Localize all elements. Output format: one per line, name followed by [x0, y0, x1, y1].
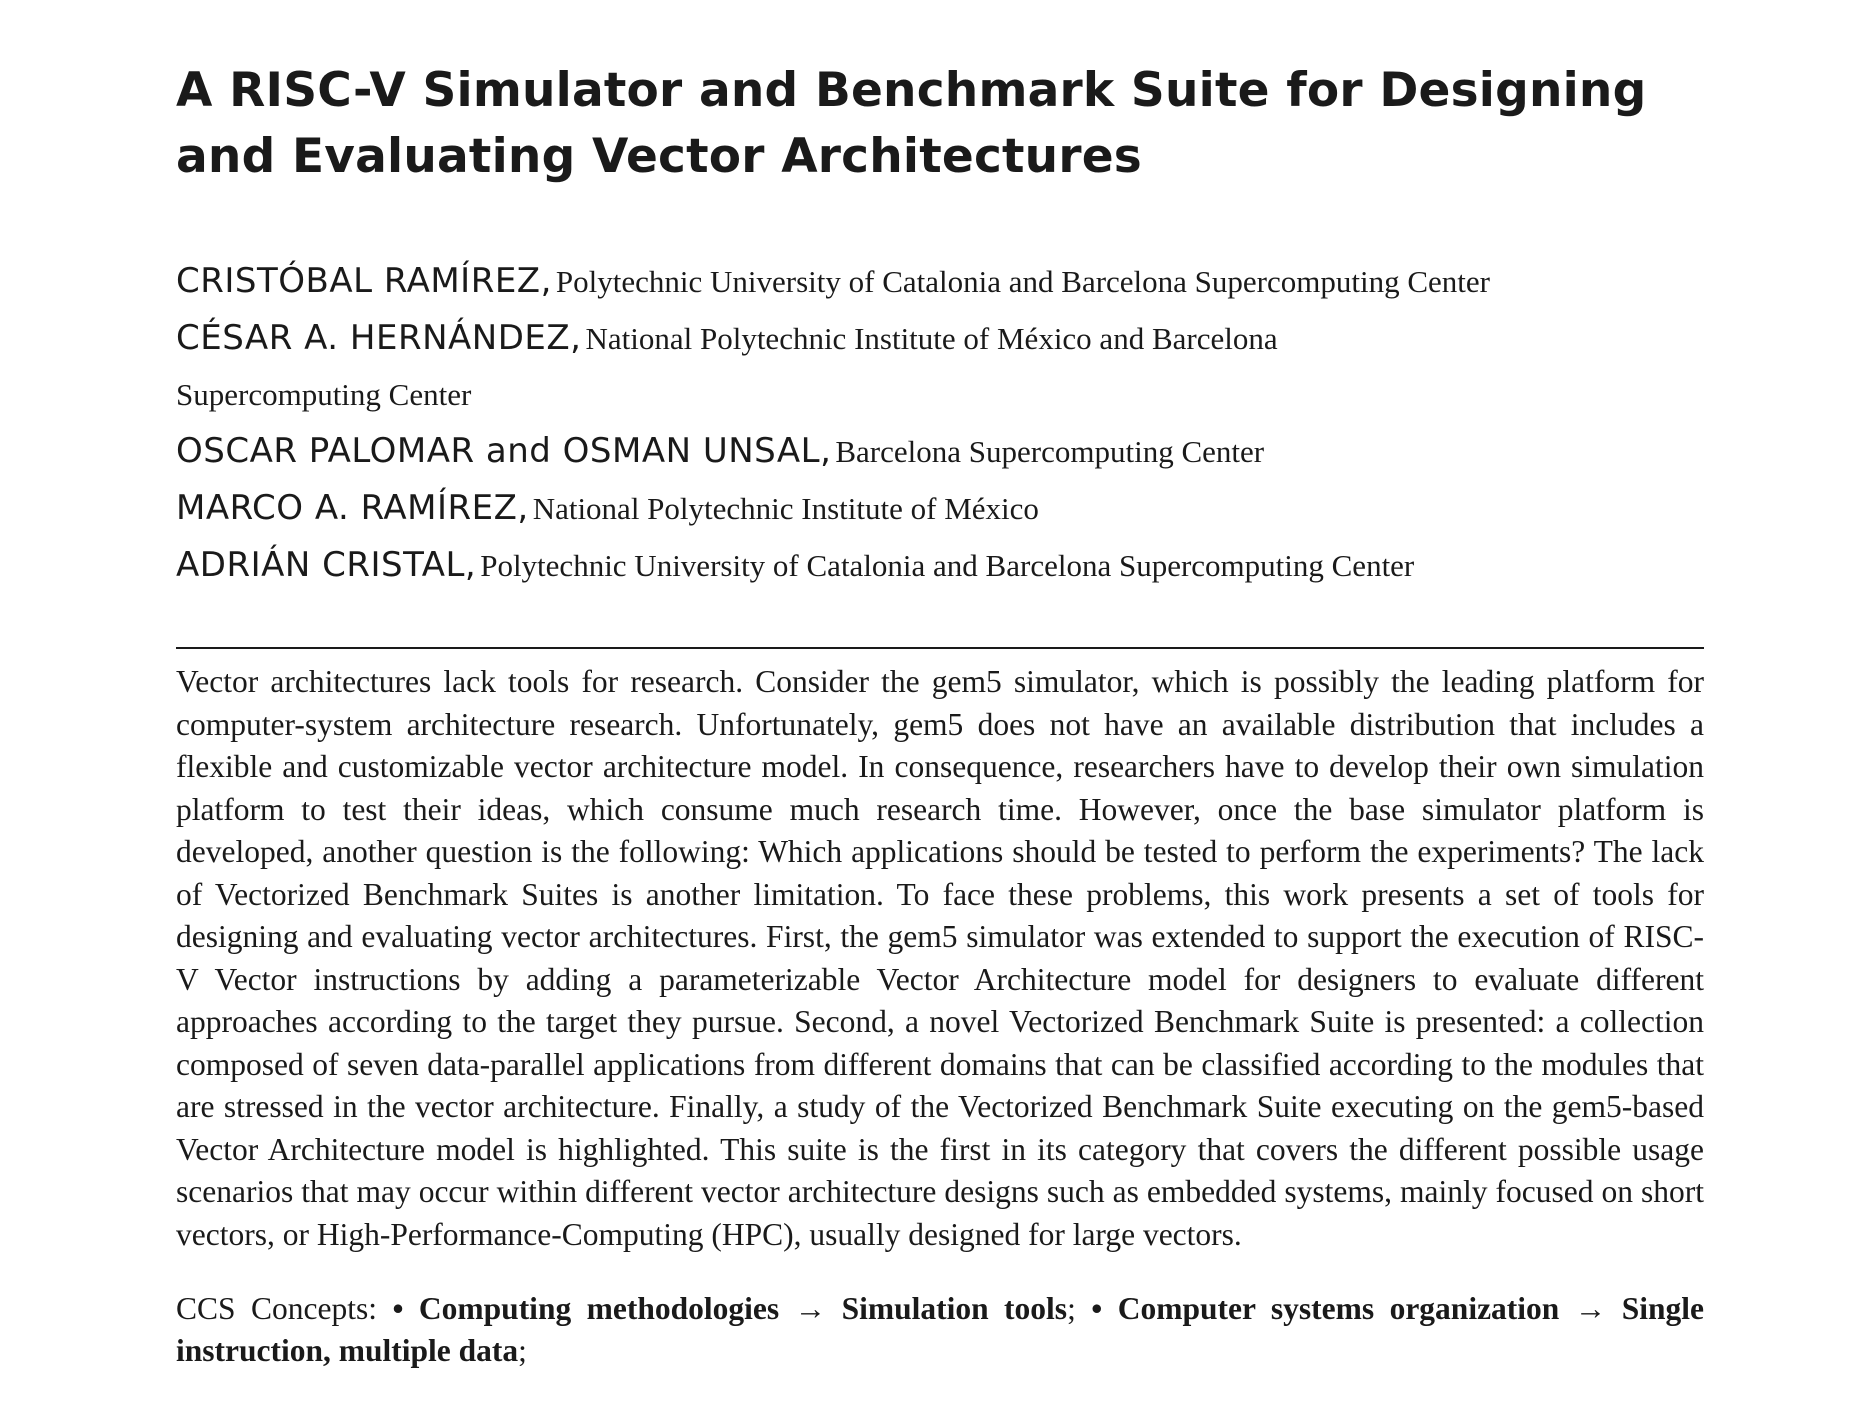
ccs-arrow: → [1574, 1290, 1607, 1326]
author-entry [176, 426, 1704, 483]
author-entry [176, 313, 1436, 426]
ccs-subconcept: Simulation tools [841, 1290, 1068, 1326]
ccs-concepts [176, 1288, 1704, 1373]
author-affiliation: Polytechnic University of Catalonia and Barcelona Supercomputing Center [555, 264, 1490, 299]
author-name: CRISTÓBAL RAMÍREZ, [176, 261, 552, 301]
author-name: CÉSAR A. HERNÁNDEZ, [176, 318, 582, 358]
author-name: MARCO A. RAMÍREZ, [176, 488, 529, 528]
ccs-end: ; [518, 1333, 527, 1368]
author-affiliation: Barcelona Supercomputing Center [835, 434, 1265, 469]
ccs-separator: ; [1067, 1290, 1076, 1326]
author-name: OSCAR PALOMAR and OSMAN UNSAL, [176, 431, 832, 471]
author-affiliation: National Polytechnic Institute of México and Barcelona Supercomputing Center [176, 321, 1278, 412]
paper-page [176, 58, 1704, 1404]
ccs-bullet: • [1091, 1290, 1103, 1326]
author-affiliation: National Polytechnic Institute of México [532, 491, 1039, 526]
paper-title [176, 58, 1704, 190]
author-affiliation: Polytechnic University of Catalonia and Barcelona Supercomputing Center [480, 548, 1415, 583]
author-entry [176, 483, 1704, 540]
ccs-concept: Computer systems organization [1117, 1290, 1560, 1326]
ccs-concept: Computing methodologies [418, 1290, 780, 1326]
ccs-bullet: • [392, 1290, 404, 1326]
author-list [176, 256, 1704, 597]
author-name: ADRIÁN CRISTAL, [176, 545, 477, 585]
author-entry [176, 540, 1704, 597]
ccs-arrow: → [794, 1290, 827, 1326]
ccs-subconcept: Single instruction, multiple data [176, 1290, 1704, 1368]
abstract-text: Vector architectures lack tools for research. Consider the gem5 simulator, which is possibly the leading platform for computer-system architecture research. Unfortunately, gem5 does not have an available distribution that includes a flexible and customizable vector architecture model. In consequence, researchers have to develop their own simulation platform to test their ideas, which consume much research time. However, once the base simulator platform is developed, another question is the following: Which applications should be tested to perform the experiments? The lack of Vectorized Benchmark Suites is another limitation. To face these problems, this work presents a set of tools for designing and evaluating vector architectures. First, the gem5 simulator was extended to support the execution of RISC-V Vector instructions by adding a parameterizable Vector Architecture model for designers to evaluate different approaches according to the target they pursue. Second, a novel Vectorized Benchmark Suite is presented: a collection composed of seven data-parallel applications from different domains that can be classified according to the modules that are stressed in the vector architecture. Finally, a study of the Vectorized Benchmark Suite executing on the gem5-based Vector Architecture model is highlighted. This suite is the first in its category that covers the different possible usage scenarios that may occur within different vector architecture designs such as embedded systems, mainly focused on short vectors, or High-Performance-Computing (HPC), usually designed for large vectors. [176, 664, 1704, 1252]
abstract-divider [176, 647, 1704, 649]
ccs-label: CCS Concepts: [176, 1290, 377, 1326]
title-line-2: and Evaluating Vector Architectures [176, 129, 1142, 184]
title-line-1: A RISC-V Simulator and Benchmark Suite for Designing [176, 63, 1647, 118]
author-entry [176, 256, 1704, 313]
